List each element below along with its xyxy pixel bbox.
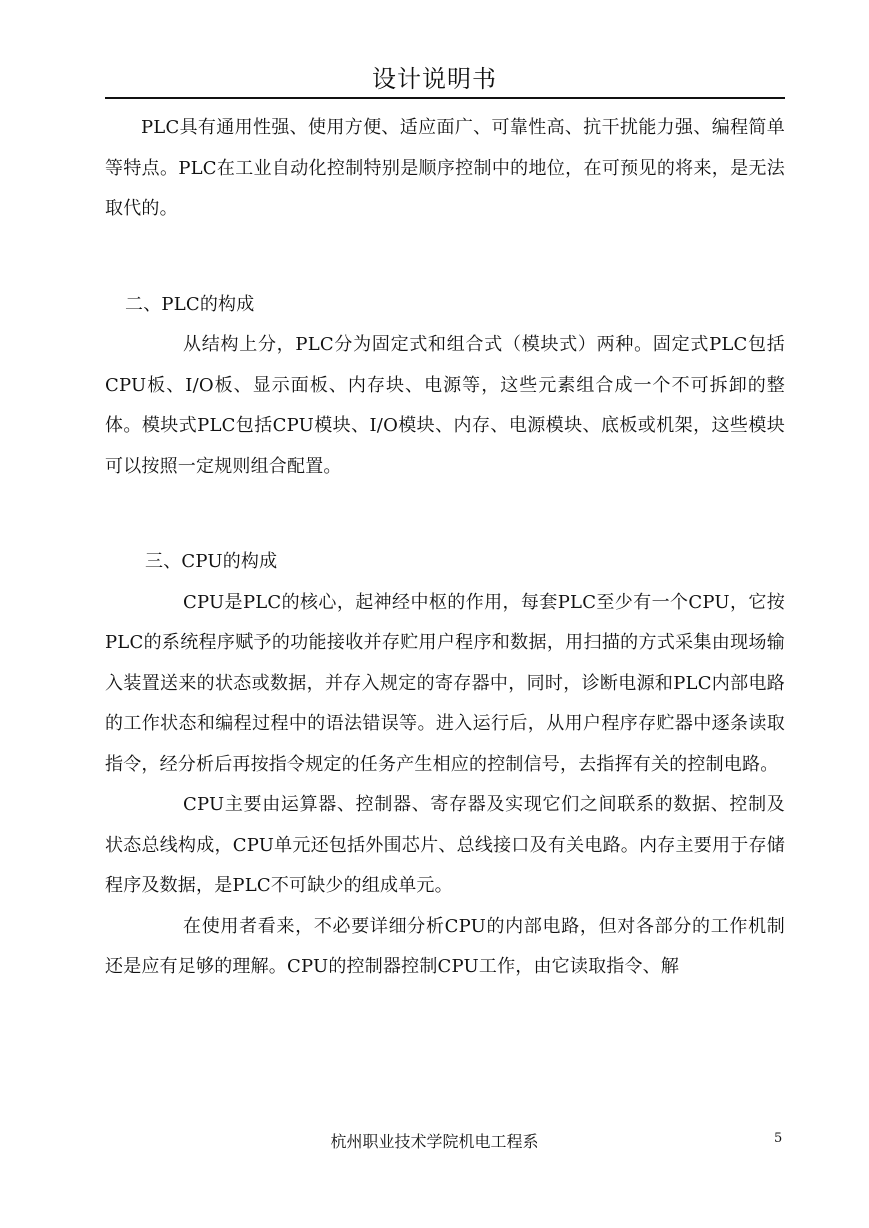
page-number: 5 — [774, 1131, 783, 1146]
section-heading-plc-composition: 二、PLC的构成 — [125, 293, 255, 315]
paragraph-plc-features: PLC具有通用性强、使用方便、适应面广、可靠性高、抗干扰能力强、编程简单等特点。PLC在工业自动化控制特别是顺序控制中的地位，在可预见的将来，是无法取代的。 — [105, 117, 785, 219]
header-divider — [105, 97, 785, 99]
paragraph-cpu-components: CPU主要由运算器、控制器、寄存器及实现它们之间联系的数据、控制及状态总线构成，CPU单元还包括外围芯片、总线接口及有关电路。内存主要用于存储程序及数据，是PLC不可缺少的组成单元。 — [105, 794, 785, 896]
paragraph-cpu-role: CPU是PLC的核心，起神经中枢的作用，每套PLC至少有一个CPU，它按PLC的系统程序赋予的功能接收并存贮用户程序和数据，用扫描的方式采集由现场输入装置送来的状态或数据，并存入规定的寄存器中，同时，诊断电源和PLC内部电路的工作状态和编程过程中的语法错误等。进入运行后，从用户程序存贮器中逐条读取指令，经分析后再按指令规定的任务产生相应的控制信号，去指挥有关的控制电路。 — [105, 591, 785, 775]
paragraph-cpu-controller: 在使用者看来，不必要详细分析CPU的内部电路，但对各部分的工作机制还是应有足够的理解。CPU的控制器控制CPU工作，由它读取指令、解 — [105, 915, 785, 977]
section-heading-cpu-composition: 三、CPU的构成 — [145, 551, 278, 572]
document-body — [105, 108, 785, 988]
page-header-title: 设计说明书 — [372, 65, 497, 93]
footer-institution: 杭州职业技术学院机电工程系 — [330, 1132, 539, 1151]
paragraph-plc-structure: 从结构上分，PLC分为固定式和组合式（模块式）两种。固定式PLC包括CPU板、I/O板、显示面板、内存块、电源等，这些元素组合成一个不可拆卸的整体。模块式PLC包括CPU模块、I/O模块、内存、电源模块、底板或机架，这些模块可以按照一定规则组合配置。 — [105, 334, 785, 477]
